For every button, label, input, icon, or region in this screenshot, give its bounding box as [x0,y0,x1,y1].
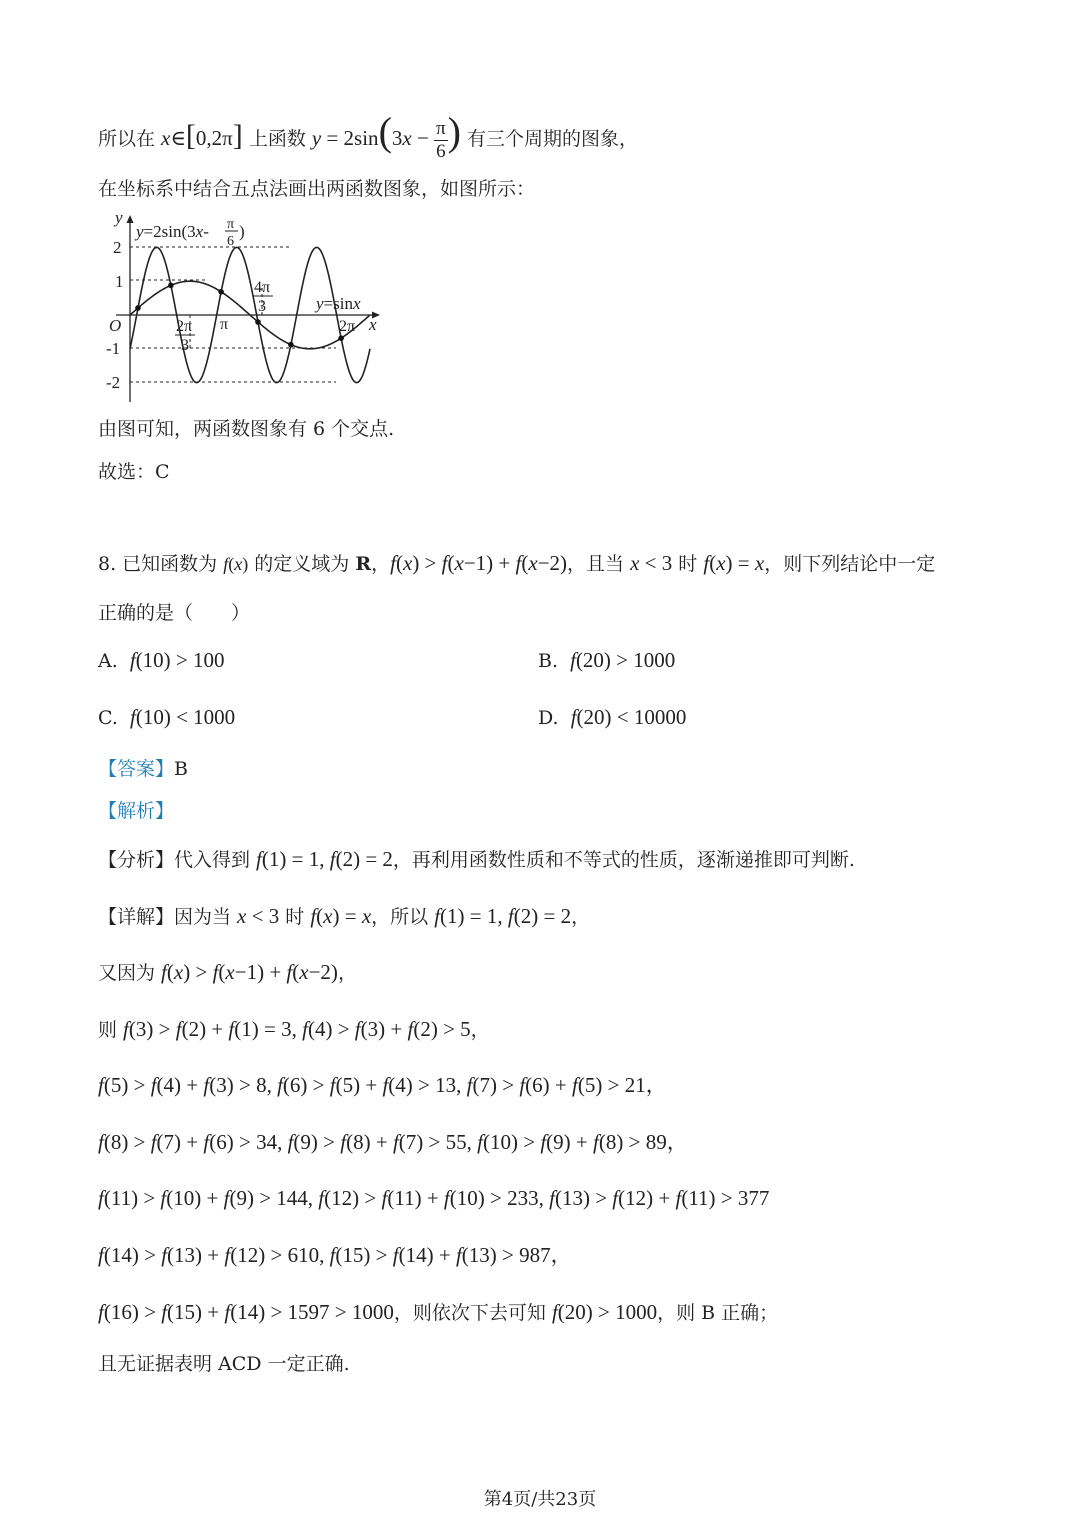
derivation-line-5: f(11) > f(10) + f(9) > 144, f(12) > f(11) + f(10) > 233, f(13) > f(12) + f(11) > 377 [98,1186,770,1210]
derivation-line-3: f(5) > f(4) + f(3) > 8, f(6) > f(5) + f(4) > 13, f(7) > f(6) + f(5) > 21， [98,1073,667,1097]
derivation-line-1: 又因为 f(x) > f(x−1) + f(x−2)， [98,960,357,984]
solution-line-draw: 在坐标系中结合五点法画出两函数图象，如图所示： [98,178,536,200]
tick-2pi: 2π [339,318,356,335]
y-tick-neg2: -2 [106,373,121,392]
y-axis-label: y [115,208,123,227]
question-8-stem-2: 正确的是（ ） [98,602,251,624]
intersection-point [338,335,344,341]
svg-text:4π: 4π [254,279,271,296]
derivation-line-7: f(16) > f(15) + f(14) > 1597 > 1000，则依次下去可知 f(20) > 1000，则 B 正确； [98,1300,779,1324]
question-8-stem: 8. 已知函数为 f(x) 的定义域为 R，f(x) > f(x−1) + f(x−2)，且当 x < 3 时 f(x) = x，则下列结论中一定 [98,551,936,575]
solution-line-choice: 故选：C [98,461,170,483]
intersection-point [135,305,141,311]
y-tick-1: 1 [115,272,124,291]
derivation-line-6: f(14) > f(13) + f(12) > 610, f(15) > f(14) + f(13) > 987， [98,1243,572,1267]
option-d: D. f(20) < 10000 [538,705,687,729]
page-footer: 第4页/共23页 [483,1489,597,1510]
y-tick-2: 2 [113,238,122,257]
analysis-tag: 【解析】 [98,800,175,822]
answer-line [98,760,188,779]
svg-text:6: 6 [227,234,234,249]
origin-label: O [109,316,122,335]
svg-text:3: 3 [258,298,266,315]
solution-line-conclusion: 由图可知，两函数图象有 6 个交点. [98,418,395,440]
svg-text:2π: 2π [176,318,193,335]
option-b: B. f(20) > 1000 [538,648,676,672]
y-tick-neg1: -1 [106,339,121,358]
derivation-line-8: 且无证据表明 ACD 一定正确. [98,1353,350,1375]
option-a: A. f(10) > 100 [98,648,225,672]
derivation-line-2: 则 f(3) > f(2) + f(1) = 3, f(4) > f(3) + f(2) > 5， [98,1017,490,1041]
intersection-point [168,283,174,289]
x-axis-label: x [369,315,377,334]
solution-line-period: 所以在 x∈[0,2π] 上函数 y = 2sin(3x − $\frac{\pi}{6}$ ) 有三个周期的图象， [98,109,639,162]
svg-text:): ) [239,222,245,241]
answer-value: B [174,758,188,780]
svg-text:π: π [227,217,235,232]
intersection-point [218,289,224,295]
function-graph-figure [96,207,396,407]
curve1-label: y=2sin(3x- [136,222,209,241]
answer-tag: 【答案】 [98,758,175,780]
option-c: C. f(10) < 1000 [98,705,236,729]
intersection-point [288,342,294,348]
svg-text:3: 3 [181,337,189,354]
curve2-label: y=sinx [316,294,361,313]
fenxi-line: 【分析】代入得到 f(1) = 1, f(2) = 2，再利用函数性质和不等式的性质，逐渐递推即可判断. [98,847,855,871]
derivation-line-4: f(8) > f(7) + f(6) > 34, f(9) > f(8) + f(7) > 55, f(10) > f(9) + f(8) > 89， [98,1130,688,1154]
tick-pi: π [220,316,229,333]
xiangjie-line: 【详解】因为当 x < 3 时 f(x) = x，所以 f(1) = 1, f(2) = 2， [98,904,591,928]
intersection-point [255,319,261,325]
